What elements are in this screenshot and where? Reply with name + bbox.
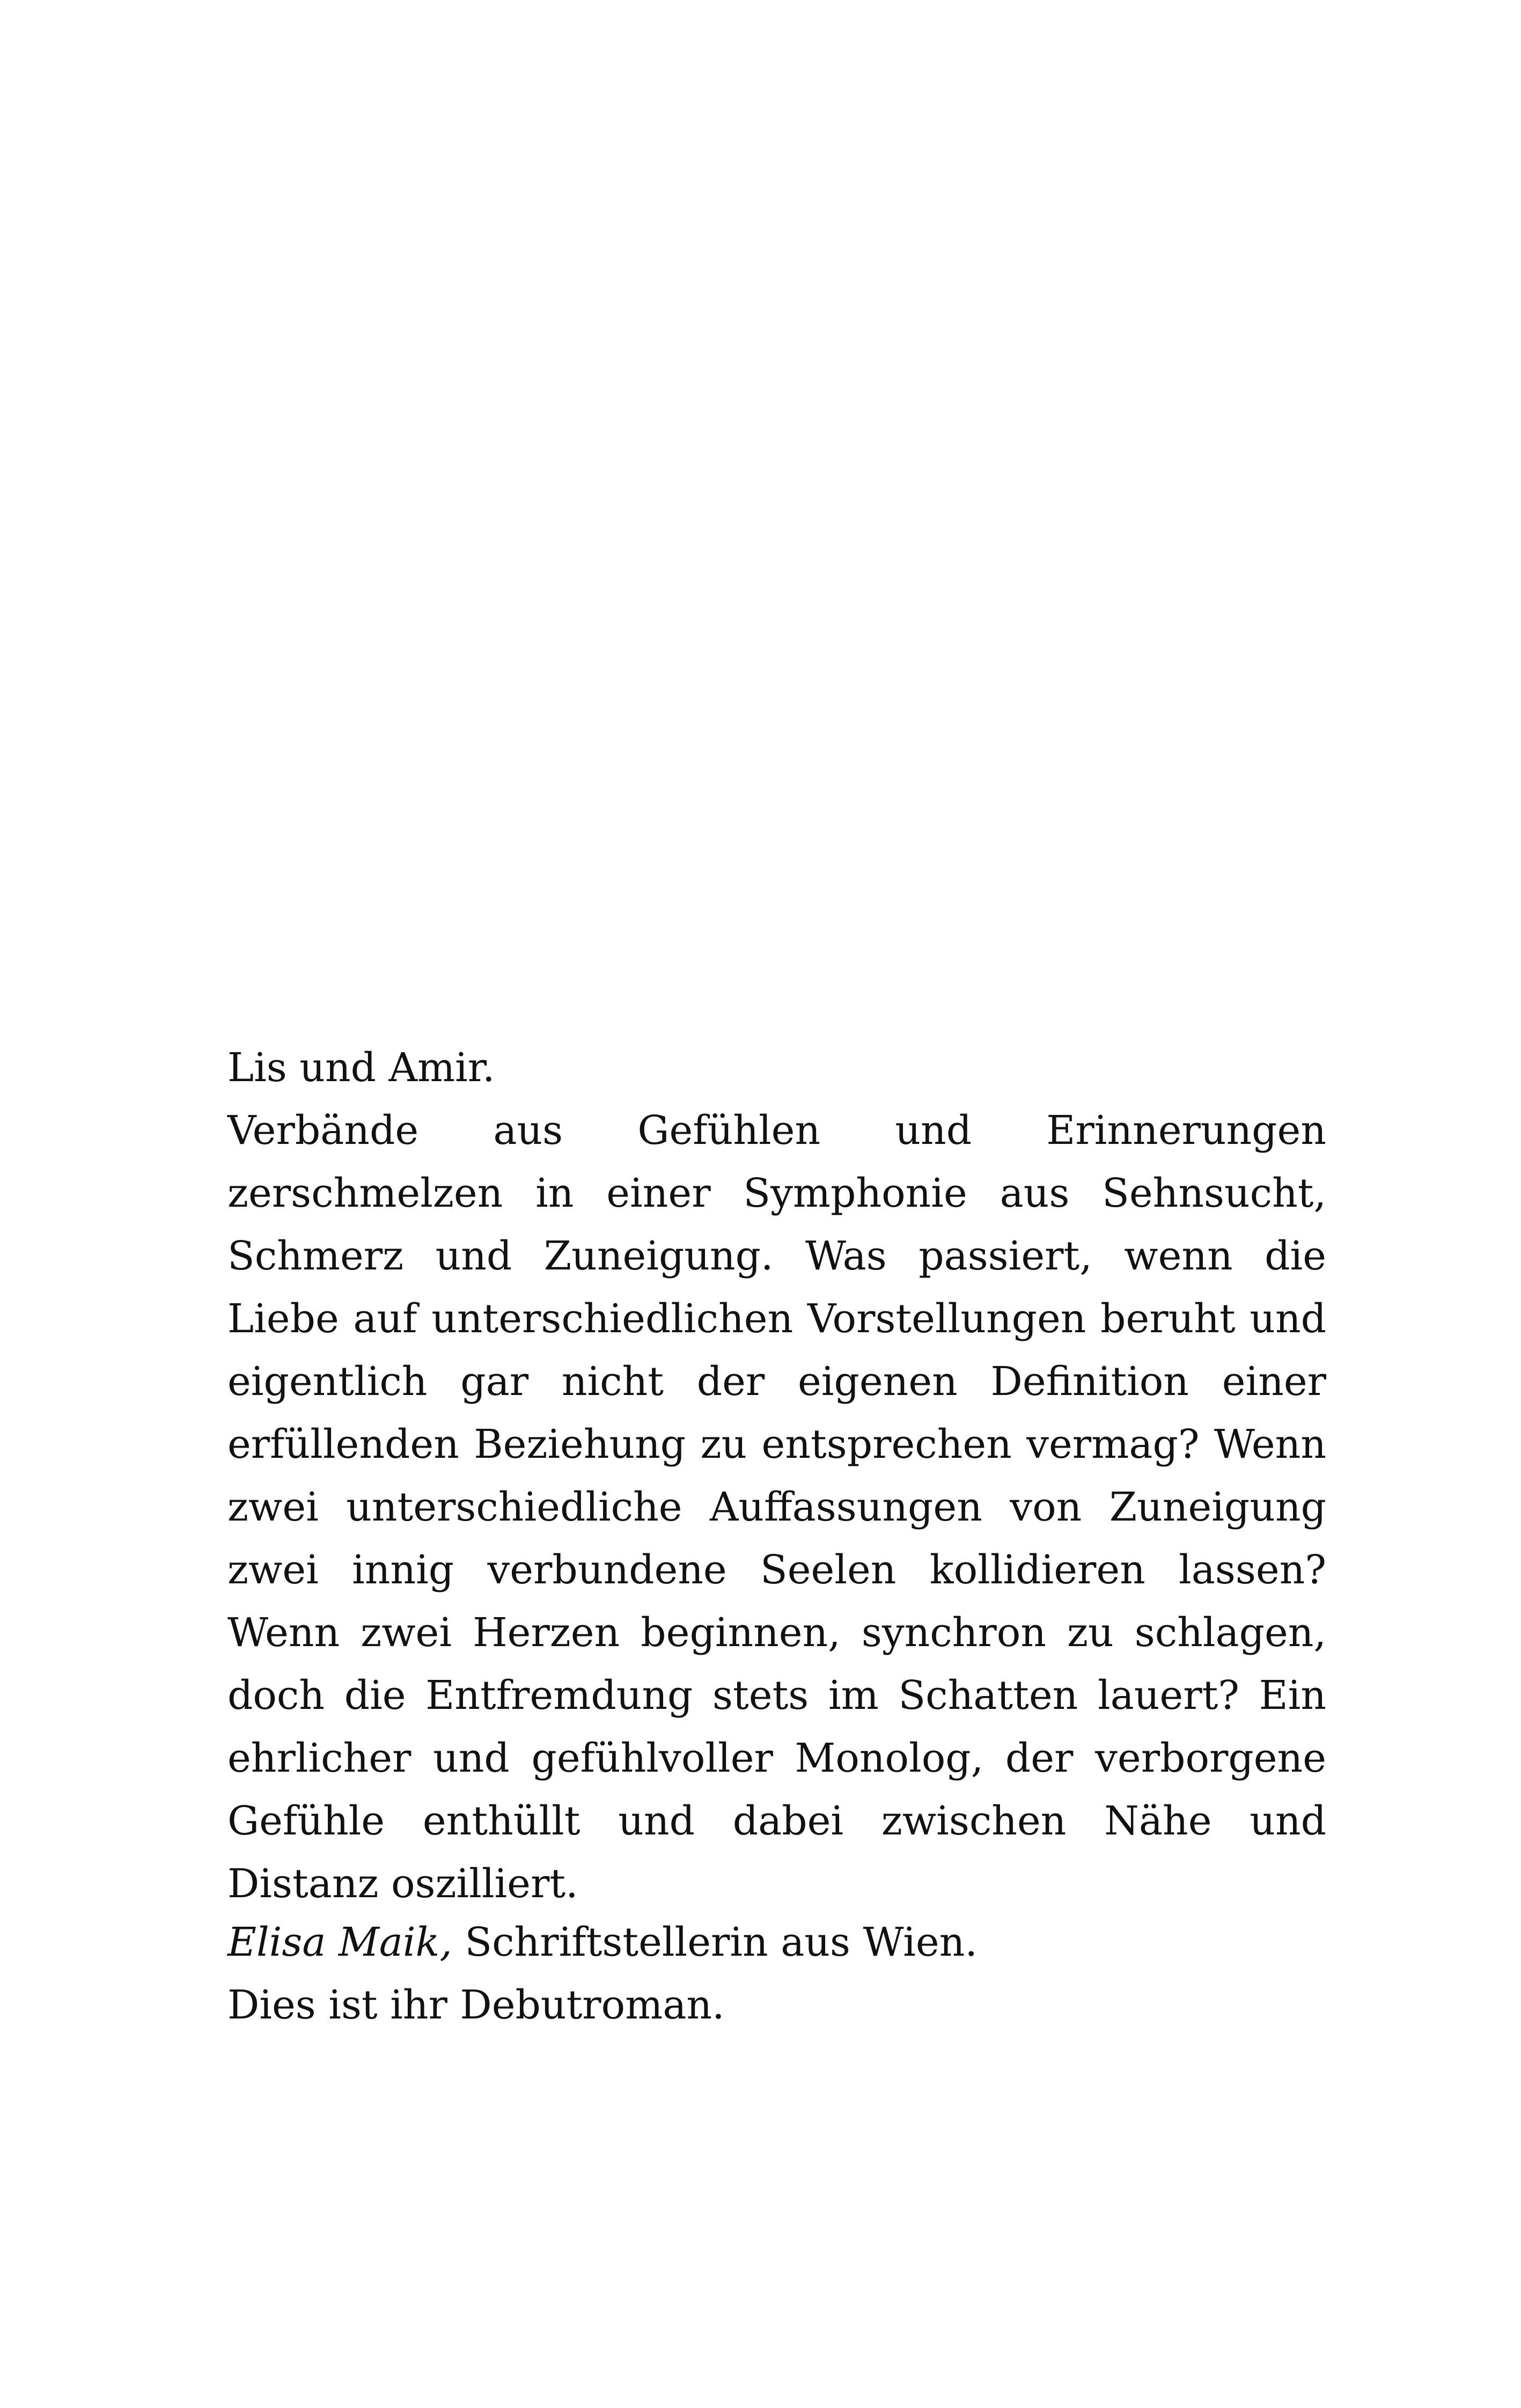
blurb-title: Lis und Amir. — [227, 1045, 495, 1091]
blurb-section — [227, 1037, 1326, 1915]
author-note: Dies ist ihr Debutroman. — [227, 1982, 725, 2028]
author-bio-line — [227, 1911, 1326, 1974]
author-name: Elisa Maik, — [227, 1919, 452, 1965]
blurb-body: Verbände aus Gefühlen und Erinnerungen zerschmelzen in einer Symphonie aus Sehnsucht, Schmerz und Zuneigung. Was passiert, wenn die Liebe auf unterschiedlichen Vorstellungen beruht und eigentlich gar nicht der eigenen Definition einer erfüllenden Beziehung zu entsprechen vermag? Wenn zwei unterschiedliche Auffassungen von Zuneigung zwei innig verbundene Seelen kollidieren lassen? Wenn zwei Herzen beginnen, synchron zu schlagen, doch die Entfremdung stets im Schatten lauert? Ein ehrlicher und gefühlvoller Monolog, der verborgene Gefühle enthüllt und dabei zwischen Nähe und Distanz oszilliert. — [227, 1107, 1326, 1907]
author-section — [227, 1911, 1326, 2037]
author-description: Schriftstellerin aus Wien. — [452, 1919, 978, 1965]
